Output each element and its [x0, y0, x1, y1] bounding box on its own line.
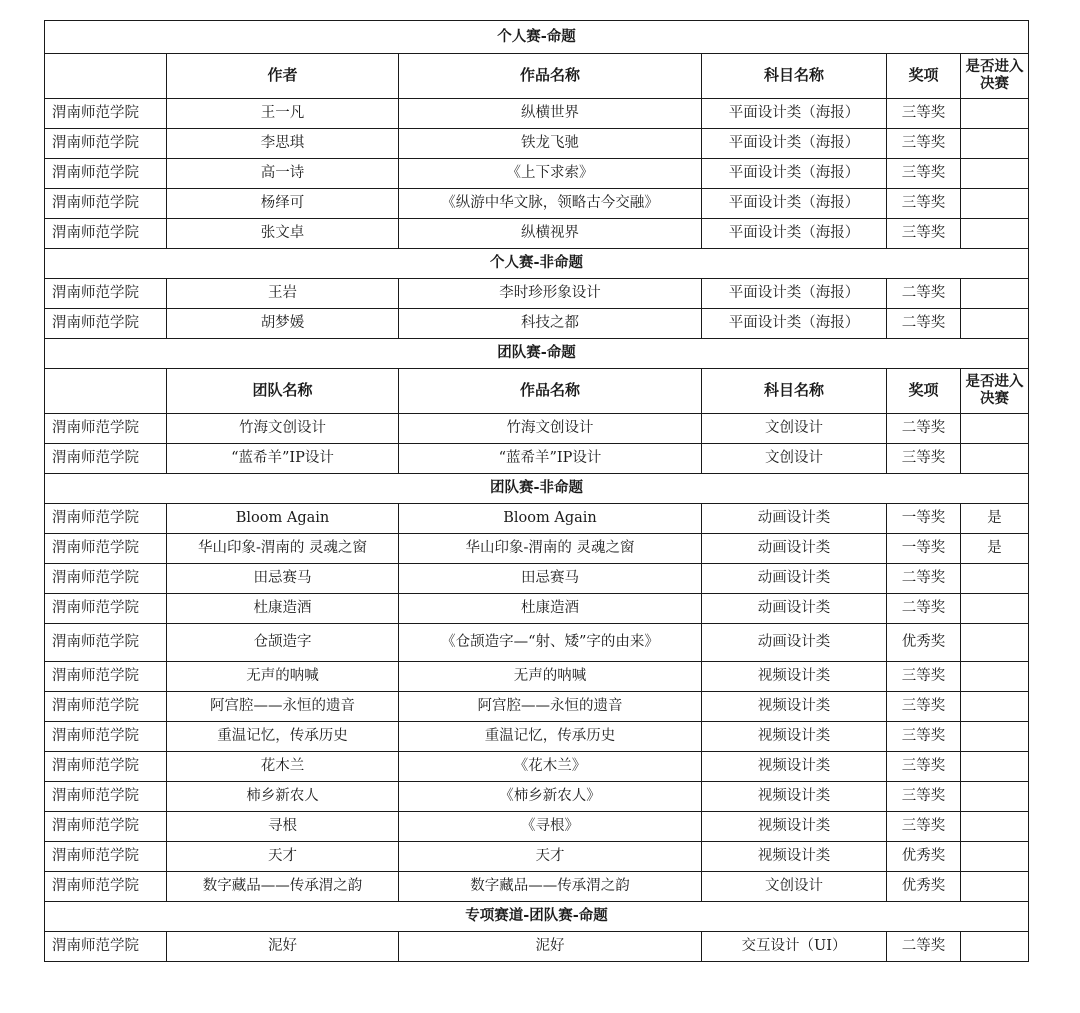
header-work: 作品名称 — [399, 54, 702, 99]
cell-work: Bloom Again — [399, 504, 702, 534]
cell-team: 无声的呐喊 — [167, 662, 399, 692]
table-row — [45, 189, 1029, 219]
table-row — [45, 692, 1029, 722]
cell-team: 仓颉造字 — [167, 624, 399, 662]
cell-award: 三等奖 — [887, 159, 961, 189]
cell-award: 三等奖 — [887, 782, 961, 812]
cell-author: 王一凡 — [167, 99, 399, 129]
awards-table — [44, 20, 1029, 962]
table-row — [45, 159, 1029, 189]
section-title-row — [45, 339, 1029, 369]
cell-final — [961, 414, 1029, 444]
cell-work: 《柿乡新农人》 — [399, 782, 702, 812]
cell-work: 阿宫腔——永恒的遗音 — [399, 692, 702, 722]
cell-work: 铁龙飞驰 — [399, 129, 702, 159]
cell-final — [961, 444, 1029, 474]
cell-award: 优秀奖 — [887, 842, 961, 872]
table-row — [45, 279, 1029, 309]
cell-award: 二等奖 — [887, 279, 961, 309]
cell-author: 杨绎可 — [167, 189, 399, 219]
cell-award: 二等奖 — [887, 932, 961, 962]
cell-award: 三等奖 — [887, 812, 961, 842]
cell-final — [961, 752, 1029, 782]
header-award: 奖项 — [887, 54, 961, 99]
cell-work: 科技之都 — [399, 309, 702, 339]
table-row — [45, 812, 1029, 842]
section-title: 个人赛-非命题 — [45, 249, 1029, 279]
cell-award: 优秀奖 — [887, 624, 961, 662]
header-team: 团队名称 — [167, 369, 399, 414]
cell-school: 渭南师范学院 — [45, 722, 167, 752]
cell-final — [961, 932, 1029, 962]
cell-final — [961, 872, 1029, 902]
header-work: 作品名称 — [399, 369, 702, 414]
cell-school: 渭南师范学院 — [45, 812, 167, 842]
cell-school: 渭南师范学院 — [45, 189, 167, 219]
cell-work: “蓝希羊”IP设计 — [399, 444, 702, 474]
cell-award: 二等奖 — [887, 564, 961, 594]
cell-work: 华山印象-渭南的 灵魂之窗 — [399, 534, 702, 564]
cell-team: 数字藏品——传承渭之韵 — [167, 872, 399, 902]
header-row — [45, 54, 1029, 99]
cell-subject: 视频设计类 — [702, 662, 887, 692]
table-row — [45, 99, 1029, 129]
header-row — [45, 369, 1029, 414]
cell-award: 三等奖 — [887, 129, 961, 159]
cell-work: 数字藏品——传承渭之韵 — [399, 872, 702, 902]
cell-work: 纵横世界 — [399, 99, 702, 129]
cell-subject: 平面设计类（海报） — [702, 129, 887, 159]
cell-award: 三等奖 — [887, 219, 961, 249]
cell-school: 渭南师范学院 — [45, 219, 167, 249]
cell-final — [961, 129, 1029, 159]
cell-work: 无声的呐喊 — [399, 662, 702, 692]
cell-award: 三等奖 — [887, 722, 961, 752]
cell-final: 是 — [961, 534, 1029, 564]
section-title-row — [45, 249, 1029, 279]
cell-work: 天才 — [399, 842, 702, 872]
cell-subject: 视频设计类 — [702, 812, 887, 842]
cell-team: 花木兰 — [167, 752, 399, 782]
cell-team: 阿宫腔——永恒的遗音 — [167, 692, 399, 722]
section-title: 专项赛道-团队赛-命题 — [45, 902, 1029, 932]
cell-school: 渭南师范学院 — [45, 594, 167, 624]
cell-award: 一等奖 — [887, 504, 961, 534]
cell-award: 二等奖 — [887, 594, 961, 624]
header-subject: 科目名称 — [702, 369, 887, 414]
cell-subject: 视频设计类 — [702, 722, 887, 752]
cell-work: 《寻根》 — [399, 812, 702, 842]
section-title: 团队赛-非命题 — [45, 474, 1029, 504]
table-row — [45, 872, 1029, 902]
cell-work: 李时珍形象设计 — [399, 279, 702, 309]
header-author: 作者 — [167, 54, 399, 99]
table-row — [45, 932, 1029, 962]
cell-final: 是 — [961, 504, 1029, 534]
cell-team: 泥好 — [167, 932, 399, 962]
cell-subject: 视频设计类 — [702, 782, 887, 812]
cell-school: 渭南师范学院 — [45, 872, 167, 902]
cell-author: 高一诗 — [167, 159, 399, 189]
cell-school: 渭南师范学院 — [45, 129, 167, 159]
section-title: 团队赛-命题 — [45, 339, 1029, 369]
cell-subject: 视频设计类 — [702, 752, 887, 782]
section-title-row — [45, 474, 1029, 504]
cell-subject: 视频设计类 — [702, 842, 887, 872]
table-row — [45, 309, 1029, 339]
cell-school: 渭南师范学院 — [45, 842, 167, 872]
cell-team: 重温记忆，传承历史 — [167, 722, 399, 752]
cell-author: 李思琪 — [167, 129, 399, 159]
cell-award: 三等奖 — [887, 692, 961, 722]
cell-team: 柿乡新农人 — [167, 782, 399, 812]
cell-subject: 动画设计类 — [702, 564, 887, 594]
cell-team: 田忌赛马 — [167, 564, 399, 594]
cell-school: 渭南师范学院 — [45, 564, 167, 594]
cell-subject: 交互设计（UI） — [702, 932, 887, 962]
cell-school: 渭南师范学院 — [45, 309, 167, 339]
cell-work: 竹海文创设计 — [399, 414, 702, 444]
table-row — [45, 782, 1029, 812]
cell-team: 华山印象-渭南的 灵魂之窗 — [167, 534, 399, 564]
cell-work: 《仓颉造字—“射、矮”字的由来》 — [399, 624, 702, 662]
cell-work: 泥好 — [399, 932, 702, 962]
cell-final — [961, 219, 1029, 249]
cell-school: 渭南师范学院 — [45, 279, 167, 309]
section-title-row — [45, 21, 1029, 54]
cell-award: 二等奖 — [887, 309, 961, 339]
cell-award: 三等奖 — [887, 189, 961, 219]
cell-work: 重温记忆，传承历史 — [399, 722, 702, 752]
cell-team: 杜康造酒 — [167, 594, 399, 624]
cell-work: 《花木兰》 — [399, 752, 702, 782]
cell-school: 渭南师范学院 — [45, 159, 167, 189]
cell-award: 一等奖 — [887, 534, 961, 564]
cell-subject: 动画设计类 — [702, 534, 887, 564]
table-row — [45, 219, 1029, 249]
cell-subject: 文创设计 — [702, 872, 887, 902]
header-subject: 科目名称 — [702, 54, 887, 99]
table-row — [45, 564, 1029, 594]
table-row — [45, 722, 1029, 752]
cell-subject: 平面设计类（海报） — [702, 99, 887, 129]
header-final: 是否进入决赛 — [961, 369, 1029, 414]
cell-team: 天才 — [167, 842, 399, 872]
cell-school: 渭南师范学院 — [45, 624, 167, 662]
header-award: 奖项 — [887, 369, 961, 414]
header-final: 是否进入决赛 — [961, 54, 1029, 99]
cell-final — [961, 692, 1029, 722]
cell-final — [961, 842, 1029, 872]
cell-subject: 动画设计类 — [702, 624, 887, 662]
table-row — [45, 534, 1029, 564]
cell-work: 杜康造酒 — [399, 594, 702, 624]
cell-final — [961, 594, 1029, 624]
table-row — [45, 414, 1029, 444]
cell-school: 渭南师范学院 — [45, 752, 167, 782]
table-row — [45, 129, 1029, 159]
table-row — [45, 662, 1029, 692]
cell-award: 优秀奖 — [887, 872, 961, 902]
cell-final — [961, 662, 1029, 692]
cell-final — [961, 812, 1029, 842]
section-title: 个人赛-命题 — [45, 21, 1029, 54]
cell-work: 田忌赛马 — [399, 564, 702, 594]
cell-final — [961, 99, 1029, 129]
cell-subject: 平面设计类（海报） — [702, 309, 887, 339]
cell-school: 渭南师范学院 — [45, 444, 167, 474]
cell-author: 王岩 — [167, 279, 399, 309]
header-school — [45, 54, 167, 99]
cell-subject: 视频设计类 — [702, 692, 887, 722]
table-row — [45, 842, 1029, 872]
cell-award: 三等奖 — [887, 752, 961, 782]
cell-work: 纵横视界 — [399, 219, 702, 249]
cell-subject: 平面设计类（海报） — [702, 159, 887, 189]
header-school — [45, 369, 167, 414]
cell-final — [961, 309, 1029, 339]
cell-subject: 动画设计类 — [702, 594, 887, 624]
cell-team: Bloom Again — [167, 504, 399, 534]
cell-author: 胡梦媛 — [167, 309, 399, 339]
cell-school: 渭南师范学院 — [45, 534, 167, 564]
cell-school: 渭南师范学院 — [45, 692, 167, 722]
cell-school: 渭南师范学院 — [45, 414, 167, 444]
cell-school: 渭南师范学院 — [45, 662, 167, 692]
cell-work: 《纵游中华文脉，领略古今交融》 — [399, 189, 702, 219]
cell-award: 三等奖 — [887, 662, 961, 692]
cell-award: 三等奖 — [887, 99, 961, 129]
cell-final — [961, 189, 1029, 219]
cell-final — [961, 722, 1029, 752]
cell-final — [961, 564, 1029, 594]
table-row — [45, 752, 1029, 782]
table-row — [45, 594, 1029, 624]
cell-final — [961, 782, 1029, 812]
cell-subject: 动画设计类 — [702, 504, 887, 534]
table-row — [45, 624, 1029, 662]
cell-final — [961, 624, 1029, 662]
cell-subject: 平面设计类（海报） — [702, 189, 887, 219]
cell-subject: 平面设计类（海报） — [702, 219, 887, 249]
cell-team: 竹海文创设计 — [167, 414, 399, 444]
cell-final — [961, 159, 1029, 189]
cell-final — [961, 279, 1029, 309]
cell-school: 渭南师范学院 — [45, 99, 167, 129]
cell-school: 渭南师范学院 — [45, 782, 167, 812]
table-row — [45, 504, 1029, 534]
cell-author: 张文卓 — [167, 219, 399, 249]
cell-work: 《上下求索》 — [399, 159, 702, 189]
cell-team: “蓝希羊”IP设计 — [167, 444, 399, 474]
cell-school: 渭南师范学院 — [45, 504, 167, 534]
cell-award: 二等奖 — [887, 414, 961, 444]
table-row — [45, 444, 1029, 474]
cell-subject: 文创设计 — [702, 414, 887, 444]
cell-subject: 平面设计类（海报） — [702, 279, 887, 309]
cell-award: 三等奖 — [887, 444, 961, 474]
cell-school: 渭南师范学院 — [45, 932, 167, 962]
cell-team: 寻根 — [167, 812, 399, 842]
section-title-row — [45, 902, 1029, 932]
cell-subject: 文创设计 — [702, 444, 887, 474]
